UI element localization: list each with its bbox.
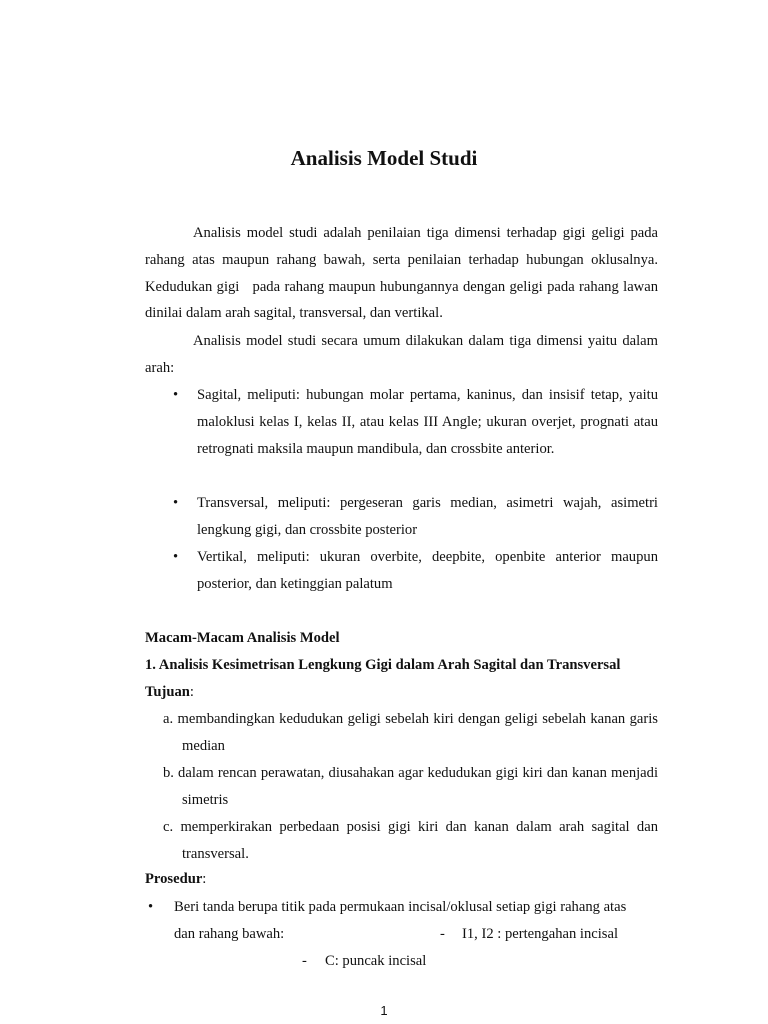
prosedur-label-text: Prosedur — [145, 871, 203, 887]
prosedur-step-line-2: dan rahang bawah: — [174, 926, 285, 942]
tujuan-label — [145, 679, 194, 706]
landmark-point-1: I1, I2 : pertengahan incisal — [462, 926, 619, 942]
tujuan-item-b: b. dalam rencan perawatan, diusahakan agar kedudukan gigi kiri dan kanan menjadi simetris — [163, 765, 658, 808]
page-number: 1 — [380, 1003, 388, 1018]
dash-marker: - — [440, 926, 445, 942]
bullet-icon: • — [173, 387, 179, 403]
prosedur-step-line-1: Beri tanda berupa titik pada permukaan incisal/oklusal setiap gigi rahang atas — [174, 899, 627, 915]
tujuan-item-c: c. memperkirakan perbedaan posisi gigi kiri dan kanan dalam arah sagital dan transversal. — [163, 819, 658, 862]
landmark-point-2: C: puncak incisal — [325, 953, 427, 969]
intro-paragraph-2: Analisis model studi secara umum dilakukan dalam tiga dimensi yaitu dalam arah: — [145, 333, 658, 376]
dimension-item-sagital: Sagital, meliputi: hubungan molar pertama, kaninus, dan insisif tetap, yaitu maloklusi kelas I, kelas II, atau kelas III Angle; ukuran overjet, prognati atau retrognati maksila maupun mandibula, dan crossbite anterior. — [197, 387, 658, 457]
section-heading: Macam-Macam Analisis Model — [145, 630, 340, 646]
dimension-item-transversal: Transversal, meliputi: pergeseran garis median, asimetri wajah, asimetri lengkung gigi, dan crossbite posterior — [197, 495, 658, 538]
prosedur-colon: : — [202, 871, 207, 887]
intro-paragraph-1: Analisis model studi adalah penilaian tiga dimensi terhadap gigi geligi pada rahang atas maupun rahang bawah, serta penilaian terhadap hubungan oklusalnya. Kedudukan gigi pada rahang maupun hubungannya dengan geligi pada rahang lawan dinilai dalam arah sagital, transversal, dan vertikal. — [145, 225, 658, 322]
tujuan-label-text: Tujuan — [145, 684, 190, 700]
bullet-icon: • — [173, 495, 179, 511]
bullet-icon: • — [173, 549, 179, 565]
prosedur-label — [145, 866, 206, 893]
tujuan-item-a: a. membandingkan kedudukan geligi sebelah kiri dengan geligi sebelah kanan garis median — [163, 711, 658, 754]
bullet-icon: • — [148, 899, 154, 915]
tujuan-colon: : — [189, 684, 194, 700]
subsection-heading: 1. Analisis Kesimetrisan Lengkung Gigi dalam Arah Sagital dan Transversal — [145, 657, 621, 673]
dash-marker: - — [302, 953, 307, 969]
dimension-item-vertikal: Vertikal, meliputi: ukuran overbite, deepbite, openbite anterior maupun posterior, dan ketinggian palatum — [197, 549, 658, 592]
page-title: Analisis Model Studi — [290, 146, 478, 170]
